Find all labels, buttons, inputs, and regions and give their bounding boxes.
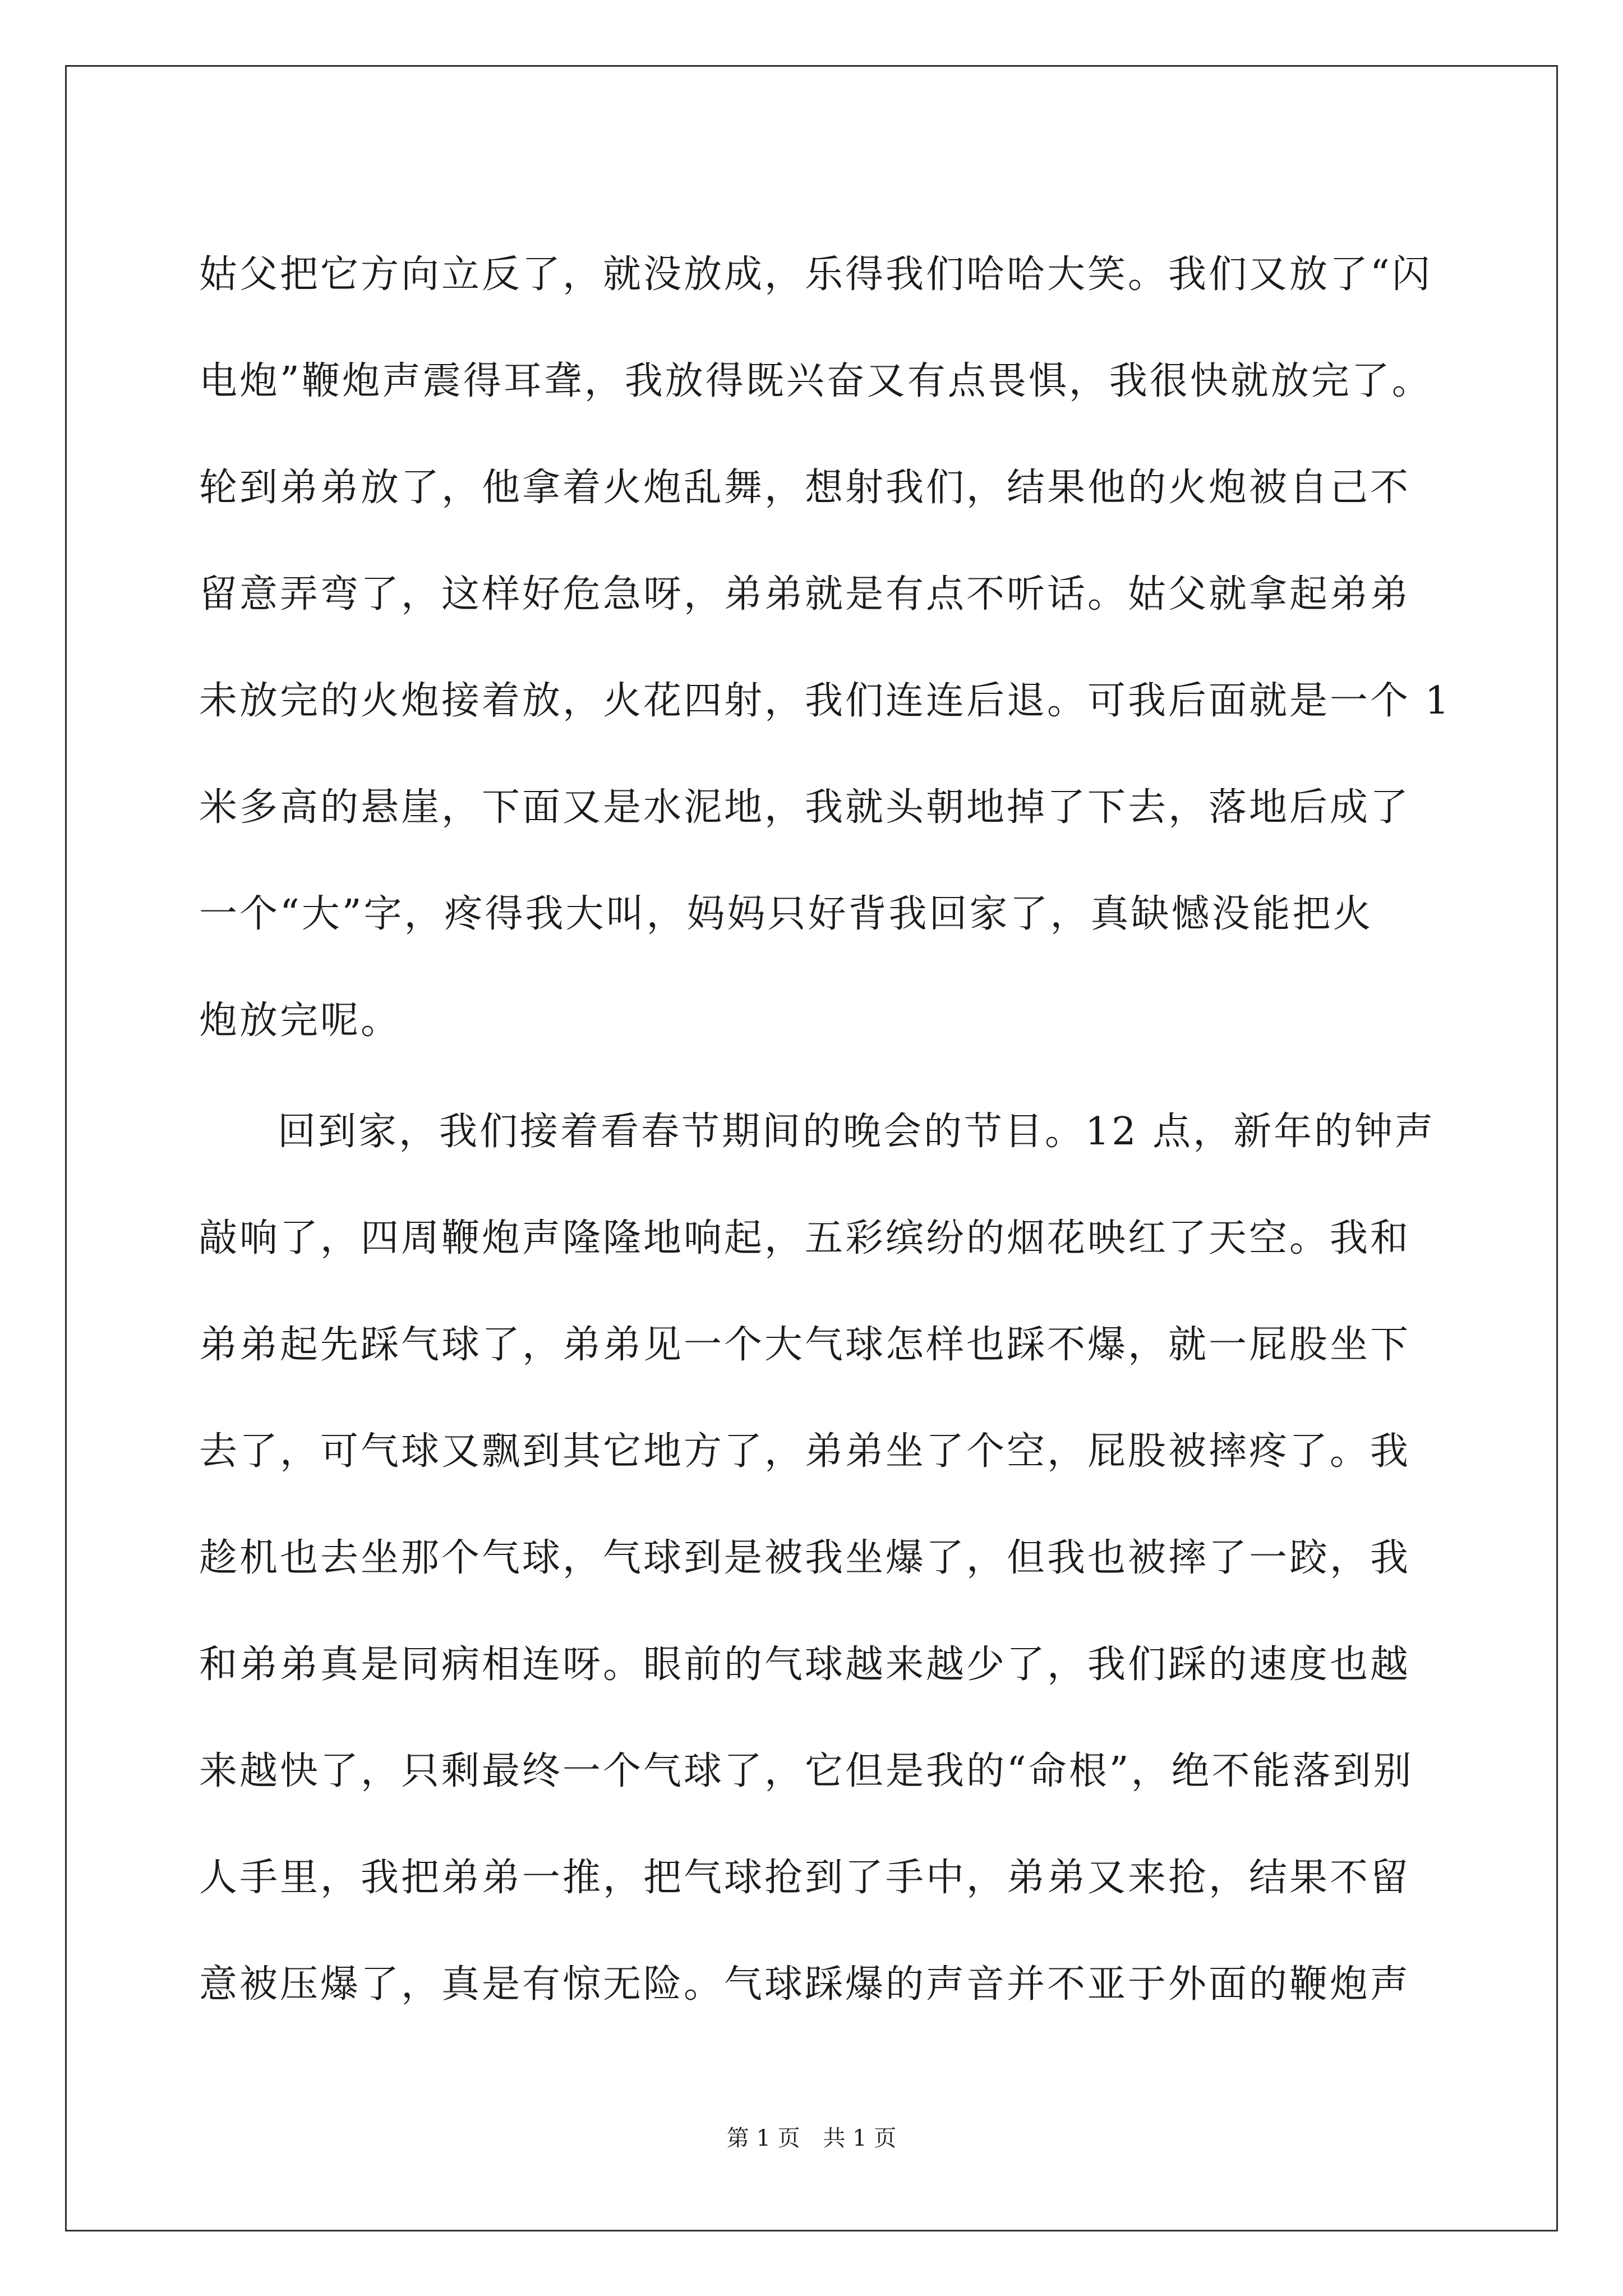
text-line: 留意弄弯了，这样好危急呀，弟弟就是有点不听话。姑父就拿起弟弟 (199, 572, 1411, 616)
page-footer (0, 2120, 1623, 2152)
text-line: 轮到弟弟放了，他拿着火炮乱舞，想射我们，结果他的火炮被自己不 (199, 466, 1411, 510)
text-line: 电炮”鞭炮声震得耳聋，我放得既兴奋又有点畏惧，我很快就放完了。 (199, 359, 1432, 403)
text-line: 炮放完呢。 (199, 999, 402, 1043)
text-line: 来越快了，只剩最终一个气球了，它但是我的“命根”，绝不能落到别 (199, 1749, 1414, 1793)
text-line: 去了，可气球又飘到其它地方了，弟弟坐了个空，屁股被摔疼了。我 (199, 1429, 1411, 1474)
text-line: 姑父把它方向立反了，就没放成，乐得我们哈哈大笑。我们又放了“闪 (199, 252, 1432, 297)
paragraph-1 (199, 222, 1451, 1074)
text-line: 意被压爆了，真是有惊无险。气球踩爆的声音并不亚于外面的鞭炮声 (199, 1962, 1411, 2007)
text-line: 米多高的悬崖，下面又是水泥地，我就头朝地掉了下去，落地后成了 (199, 785, 1411, 830)
text-line: 未放完的火炮接着放，火花四射，我们连连后退。可我后面就是一个 1 (199, 679, 1451, 723)
paragraph-2 (199, 1079, 1438, 2038)
text-line: 和弟弟真是同病相连呀。眼前的气球越来越少了，我们踩的速度也越 (199, 1642, 1411, 1687)
text-line: 敲响了，四周鞭炮声隆隆地响起，五彩缤纷的烟花映红了天空。我和 (199, 1216, 1411, 1260)
text-line: 人手里，我把弟弟一推，把气球抢到了手中，弟弟又来抢，结果不留 (199, 1856, 1411, 1900)
text-line: 回到家，我们接着看春节期间的晚会的节目。12 点，新年的钟声 (278, 1110, 1436, 1154)
text-line: 弟弟起先踩气球了，弟弟见一个大气球怎样也踩不爆，就一屁股坐下 (199, 1323, 1411, 1367)
page-number: 第 1 页 (726, 2125, 800, 2151)
page-total: 共 1 页 (823, 2125, 897, 2151)
document-body (199, 222, 1451, 2038)
text-line: 一个“大”字，疼得我大叫，妈妈只好背我回家了，真缺憾没能把火 (199, 892, 1373, 936)
text-line: 趁机也去坐那个气球，气球到是被我坐爆了，但我也被摔了一跤，我 (199, 1536, 1411, 1580)
paragraph-gap (199, 1074, 1438, 1079)
